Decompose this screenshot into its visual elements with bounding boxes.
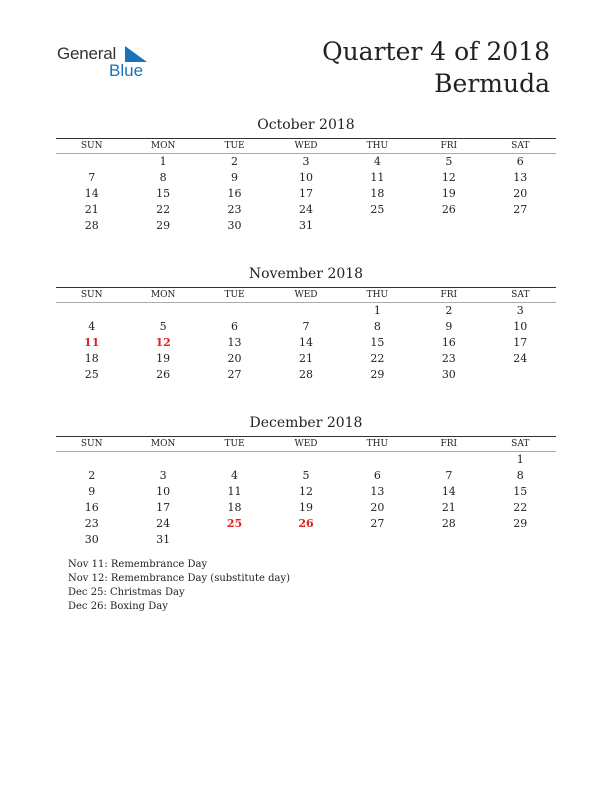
weekday-header: TUE [224,141,245,151]
day-cell: 7 [302,320,310,333]
week-row [56,500,556,516]
day-cell: 8 [159,171,167,184]
day-cell: 12 [441,171,456,184]
logo-general-text: General [57,44,117,63]
day-cell: 30 [84,533,99,546]
day-cell: 9 [445,320,453,333]
empty-day-cell [485,367,556,383]
page-title [322,36,550,100]
month-title: December 2018 [249,415,363,431]
empty-day-cell [413,452,484,469]
empty-day-cell [342,452,413,469]
weekday-header: FRI [440,290,458,300]
day-cell: 2 [199,154,270,171]
empty-day-cell [485,532,556,548]
weekday-header-row [56,139,556,154]
day-cell: 3 [159,469,167,482]
day-cell: 27 [227,368,242,381]
day-cell: 30 [227,219,242,232]
empty-day-cell [270,303,341,320]
empty-day-cell [342,218,413,234]
day-cell: 17 [156,501,171,514]
holiday-note: Dec 26: Boxing Day [68,601,168,612]
week-row [56,218,556,234]
week-row [56,367,556,383]
weekday-header: SAT [511,141,530,151]
week-row [56,532,556,548]
day-cell: 11 [370,171,385,184]
empty-day-cell [413,218,484,234]
weekday-header: SUN [80,439,103,449]
day-cell: 18 [370,187,385,200]
week-row [56,303,556,320]
day-cell: 8 [373,320,381,333]
day-cell: 27 [513,203,528,216]
week-row [56,186,556,202]
week-row [56,351,556,367]
week-row [56,468,556,484]
day-cell: 4 [342,154,413,171]
day-cell: 2 [413,303,484,320]
day-cell: 15 [513,485,528,498]
weekday-header: THU [366,439,389,449]
weekday-header: SAT [511,290,530,300]
empty-day-cell [127,452,198,469]
generalblue-logo [57,44,157,84]
day-cell: 28 [441,517,456,530]
day-cell: 7 [88,171,96,184]
day-cell: 25 [84,368,99,381]
day-cell: 17 [298,187,313,200]
week-row [56,335,556,351]
empty-day-cell [270,452,341,469]
day-cell: 10 [513,320,528,333]
day-cell: 27 [370,517,385,530]
day-cell: 23 [227,203,242,216]
empty-day-cell [485,218,556,234]
day-cell: 22 [513,501,528,514]
day-cell: 16 [441,336,456,349]
day-cell: 13 [227,336,242,349]
weekday-header: MON [150,141,176,151]
month-grid [56,437,556,548]
empty-day-cell [56,303,127,320]
weekday-header: SAT [511,439,530,449]
day-cell: 9 [231,171,239,184]
week-row [56,154,556,171]
day-cell: 22 [156,203,171,216]
empty-day-cell [199,452,270,469]
day-cell: 14 [84,187,99,200]
day-cell: 26 [298,517,314,530]
day-cell: 20 [513,187,528,200]
holiday-note: Dec 25: Christmas Day [68,587,185,598]
day-cell: 13 [513,171,528,184]
empty-day-cell [270,532,341,548]
day-cell: 16 [227,187,242,200]
month-grid [56,139,556,234]
day-cell: 24 [298,203,313,216]
weekday-header: TUE [224,290,245,300]
weekday-header: SUN [80,290,103,300]
week-row [56,516,556,532]
day-cell: 12 [155,336,171,349]
day-cell: 19 [298,501,313,514]
quarter-title: Quarter 4 of 2018 [322,37,550,66]
day-cell: 29 [370,368,385,381]
empty-day-cell [342,532,413,548]
weekday-header: MON [150,290,176,300]
day-cell: 24 [156,517,171,530]
holiday-notes [68,558,290,614]
day-cell: 28 [84,219,99,232]
day-cell: 25 [370,203,385,216]
day-cell: 9 [88,485,96,498]
day-cell: 2 [88,469,96,482]
empty-day-cell [56,452,127,469]
logo-blue-text: Blue [109,61,144,80]
weekday-header: SUN [80,141,103,151]
week-row [56,202,556,218]
day-cell: 21 [84,203,99,216]
weekday-header: MON [150,439,176,449]
day-cell: 10 [298,171,313,184]
weekday-header: THU [366,290,389,300]
month-title: November 2018 [248,266,364,282]
empty-day-cell [199,532,270,548]
day-cell: 5 [159,320,167,333]
day-cell: 11 [227,485,242,498]
day-cell: 17 [513,336,528,349]
day-cell: 18 [227,501,242,514]
month-title: October 2018 [257,117,355,133]
day-cell: 20 [227,352,242,365]
day-cell: 1 [485,452,556,469]
empty-day-cell [199,303,270,320]
day-cell: 14 [298,336,313,349]
empty-day-cell [127,303,198,320]
day-cell: 4 [231,469,239,482]
day-cell: 21 [298,352,313,365]
day-cell: 31 [298,219,313,232]
weekday-header: THU [366,141,389,151]
day-cell: 4 [88,320,96,333]
weekday-header: FRI [440,141,458,151]
empty-day-cell [56,154,127,171]
week-row [56,319,556,335]
week-row [56,484,556,500]
month-grid [56,288,556,383]
day-cell: 15 [370,336,385,349]
day-cell: 18 [84,352,99,365]
day-cell: 29 [513,517,528,530]
logo-triangle-icon [125,46,147,62]
holiday-note: Nov 11: Remembrance Day [68,559,208,570]
weekday-header-row [56,288,556,303]
weekday-header: TUE [224,439,245,449]
day-cell: 3 [485,303,556,320]
holiday-note: Nov 12: Remembrance Day (substitute day) [68,573,291,584]
day-cell: 10 [156,485,171,498]
day-cell: 1 [342,303,413,320]
weekday-header: WED [294,290,318,300]
day-cell: 1 [127,154,198,171]
day-cell: 3 [270,154,341,171]
day-cell: 16 [84,501,99,514]
day-cell: 26 [441,203,456,216]
weekday-header: WED [294,439,318,449]
day-cell: 22 [370,352,385,365]
country-title: Bermuda [434,69,550,98]
weekday-header: WED [294,141,318,151]
day-cell: 6 [231,320,239,333]
day-cell: 13 [370,485,385,498]
day-cell: 5 [302,469,310,482]
day-cell: 26 [156,368,171,381]
week-row [56,452,556,469]
day-cell: 8 [516,469,524,482]
day-cell: 6 [373,469,381,482]
month-calendar [56,265,556,383]
day-cell: 11 [84,336,100,349]
empty-day-cell [413,532,484,548]
day-cell: 19 [441,187,456,200]
day-cell: 28 [298,368,313,381]
day-cell: 30 [441,368,456,381]
day-cell: 29 [156,219,171,232]
day-cell: 31 [156,533,171,546]
weekday-header: FRI [440,439,458,449]
day-cell: 14 [441,485,456,498]
day-cell: 15 [156,187,171,200]
day-cell: 7 [445,469,453,482]
day-cell: 19 [156,352,171,365]
day-cell: 21 [441,501,456,514]
day-cell: 23 [441,352,456,365]
weekday-header-row [56,437,556,452]
month-calendar [56,116,556,234]
day-cell: 5 [413,154,484,171]
month-calendar [56,414,556,548]
day-cell: 6 [485,154,556,171]
day-cell: 25 [226,517,243,530]
week-row [56,170,556,186]
day-cell: 12 [298,485,313,498]
day-cell: 20 [370,501,385,514]
day-cell: 24 [513,352,528,365]
day-cell: 23 [84,517,99,530]
